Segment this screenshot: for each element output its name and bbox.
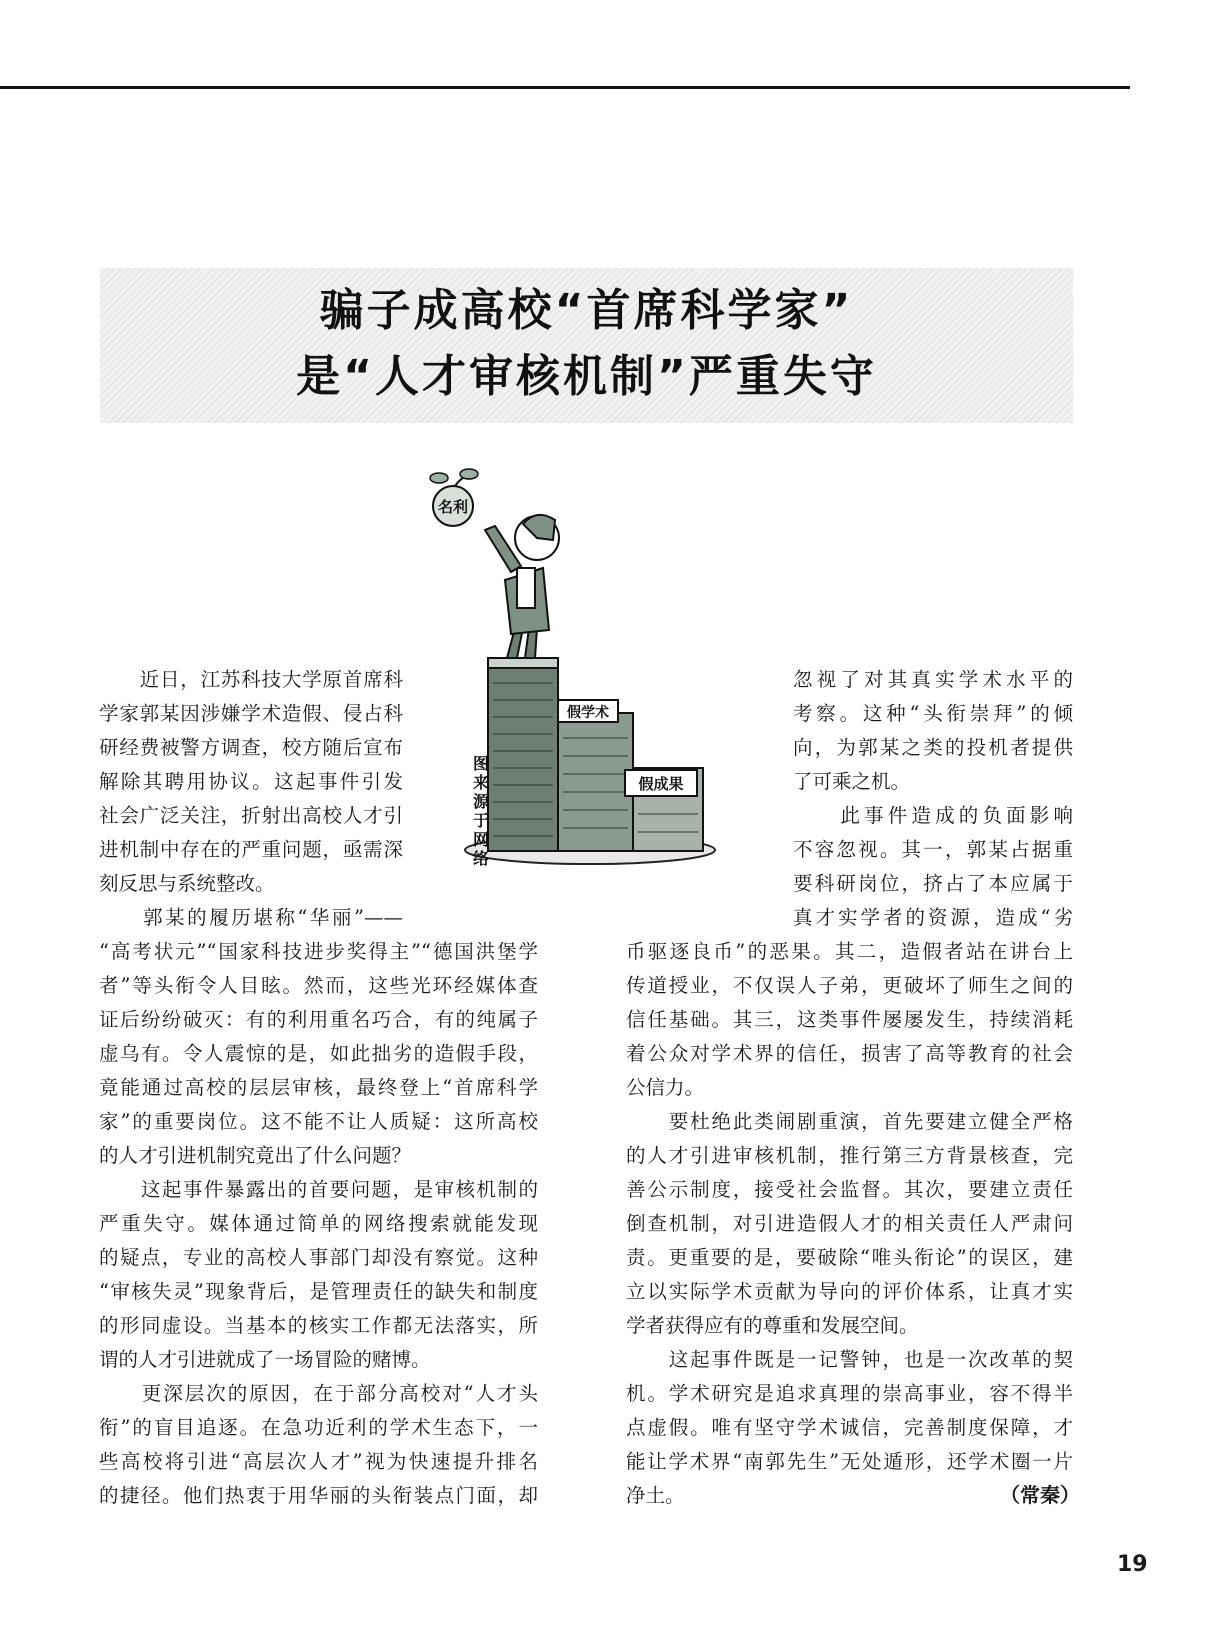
- text-line: 忽视了对其真实学术水平的: [793, 668, 1073, 691]
- text-line: 能让学术界“南郭先生”无处遁形，还学术圈一片: [626, 1450, 1073, 1473]
- title-line-2: 是“人才审核机制”严重失守: [296, 351, 877, 402]
- text-line: 公信力。: [626, 1076, 705, 1099]
- text-line: 净土。: [626, 1484, 685, 1507]
- text-line: 学者获得应有的尊重和发展空间。: [626, 1314, 919, 1337]
- text-line: “审核失灵”现象背后，是管理责任的缺失和制度: [99, 1280, 538, 1303]
- text-line: 机。学术研究是追求真理的崇高事业，容不得半: [626, 1382, 1073, 1405]
- title-line-1: 骗子成高校“首席科学家”: [319, 285, 854, 336]
- text-line: 虚乌有。令人震惊的是，如此拙劣的造假手段，: [99, 1042, 538, 1065]
- top-rule: [0, 86, 1130, 89]
- figure: [485, 515, 559, 658]
- text-line: 点虚假。唯有坚守学术诚信，完善制度保障，才: [626, 1416, 1073, 1439]
- right-column-bottom: [626, 935, 1073, 1513]
- text-line: 证后纷纷破灭：有的利用重名巧合，有的纯属子: [99, 1008, 538, 1031]
- text-line: 此事件造成的负面影响: [793, 804, 1073, 827]
- text-line: 善公示制度，接受社会监督。其次，要建立责任: [626, 1178, 1073, 1201]
- text-line: 家”的重要岗位。这不能不让人质疑：这所高校: [99, 1110, 538, 1133]
- text-line: 些高校将引进“高层次人才”视为快速提升排名: [99, 1450, 538, 1473]
- text-line: 严重失守。媒体通过简单的网络搜索就能发现: [99, 1212, 538, 1235]
- text-line: 刻反思与系统整改。: [99, 872, 275, 895]
- title-box: [100, 268, 1073, 423]
- text-line: 研经费被警方调查，校方随后宣布: [99, 736, 403, 759]
- text-line: 了可乘之机。: [793, 770, 911, 793]
- page-number: 19: [1117, 1552, 1148, 1577]
- text-line: 社会广泛关注，折射出高校人才引: [99, 804, 403, 827]
- text-line: 这起事件既是一记警钟，也是一次改革的契: [626, 1348, 1073, 1371]
- text-line: 的形同虚设。当基本的核实工作都无法落实，所: [99, 1314, 538, 1337]
- text-line: 考察。这种“头衔崇拜”的倾: [793, 702, 1073, 725]
- text-line: 竟能通过高校的层层审核，最终登上“首席科学: [99, 1076, 538, 1099]
- text-line: 郭某的履历堪称“华丽”——: [99, 906, 403, 929]
- text-line: 着公众对学术界的信任，损害了高等教育的社会: [626, 1042, 1073, 1065]
- text-line: 学家郭某因涉嫌学术造假、侵占科: [99, 702, 403, 725]
- text-line: 立以实际学术贡献为导向的评价体系，让真才实: [626, 1280, 1073, 1303]
- text-line: 者”等头衔令人目眩。然而，这些光环经媒体查: [99, 974, 538, 997]
- text-line: 责。更重要的是，要破除“唯头衔论”的误区，建: [626, 1246, 1073, 1269]
- text-line: 的疑点，专业的高校人事部门却没有察觉。这种: [99, 1246, 538, 1269]
- text-line: 近日，江苏科技大学原首席科: [99, 668, 403, 691]
- text-line: 衔”的盲目追逐。在急功近利的学术生态下，一: [99, 1416, 538, 1439]
- author-signature: （常秦）: [1000, 1483, 1080, 1507]
- left-column-bottom: [99, 935, 538, 1513]
- text-line: 更深层次的原因，在于部分高校对“人才头: [99, 1382, 538, 1405]
- text-line: “高考状元”“国家科技进步奖得主”“德国洪堡学: [99, 940, 538, 963]
- label-fake-results: 假成果: [638, 775, 684, 793]
- text-line: 解除其聘用协议。这起事件引发: [99, 770, 403, 793]
- text-line: 的捷径。他们热衷于用华丽的头衔装点门面，却: [99, 1484, 538, 1507]
- text-line: 的人才引进机制究竟出了什么问题？: [99, 1144, 412, 1167]
- text-line: 进机制中存在的严重问题，亟需深: [99, 838, 403, 861]
- text-line: 的人才引进审核机制，推行第三方背景核查，完: [626, 1144, 1073, 1167]
- text-line: 向，为郭某之类的投机者提供: [793, 736, 1073, 759]
- label-fake-academia: 假学术: [567, 705, 609, 721]
- left-column-top: [99, 663, 403, 935]
- text-line: 币驱逐良币”的恶果。其二，造假者站在讲台上: [626, 940, 1073, 963]
- right-column-top: [793, 663, 1073, 935]
- text-line: 倒查机制，对引进造假人才的相关责任人严肃问: [626, 1212, 1073, 1235]
- text-line: 要杜绝此类闹剧重演，首先要建立健全严格: [626, 1110, 1073, 1133]
- image-credit: 图来源于网络: [472, 754, 489, 868]
- text-line: 真才实学者的资源，造成“劣: [793, 906, 1073, 929]
- text-line: 这起事件暴露出的首要问题，是审核机制的: [99, 1178, 538, 1201]
- text-line: 不容忽视。其一，郭某占据重: [793, 838, 1073, 861]
- sign-fame-profit: 名利: [437, 498, 469, 516]
- text-line: 要科研岗位，挤占了本应属于: [793, 872, 1073, 895]
- text-line: 信任基础。其三，这类事件屡屡发生，持续消耗: [626, 1008, 1073, 1031]
- text-line: 谓的人才引进就成了一场冒险的赌博。: [99, 1348, 431, 1371]
- text-line: 传道授业，不仅误人子弟，更破坏了师生之间的: [626, 974, 1073, 997]
